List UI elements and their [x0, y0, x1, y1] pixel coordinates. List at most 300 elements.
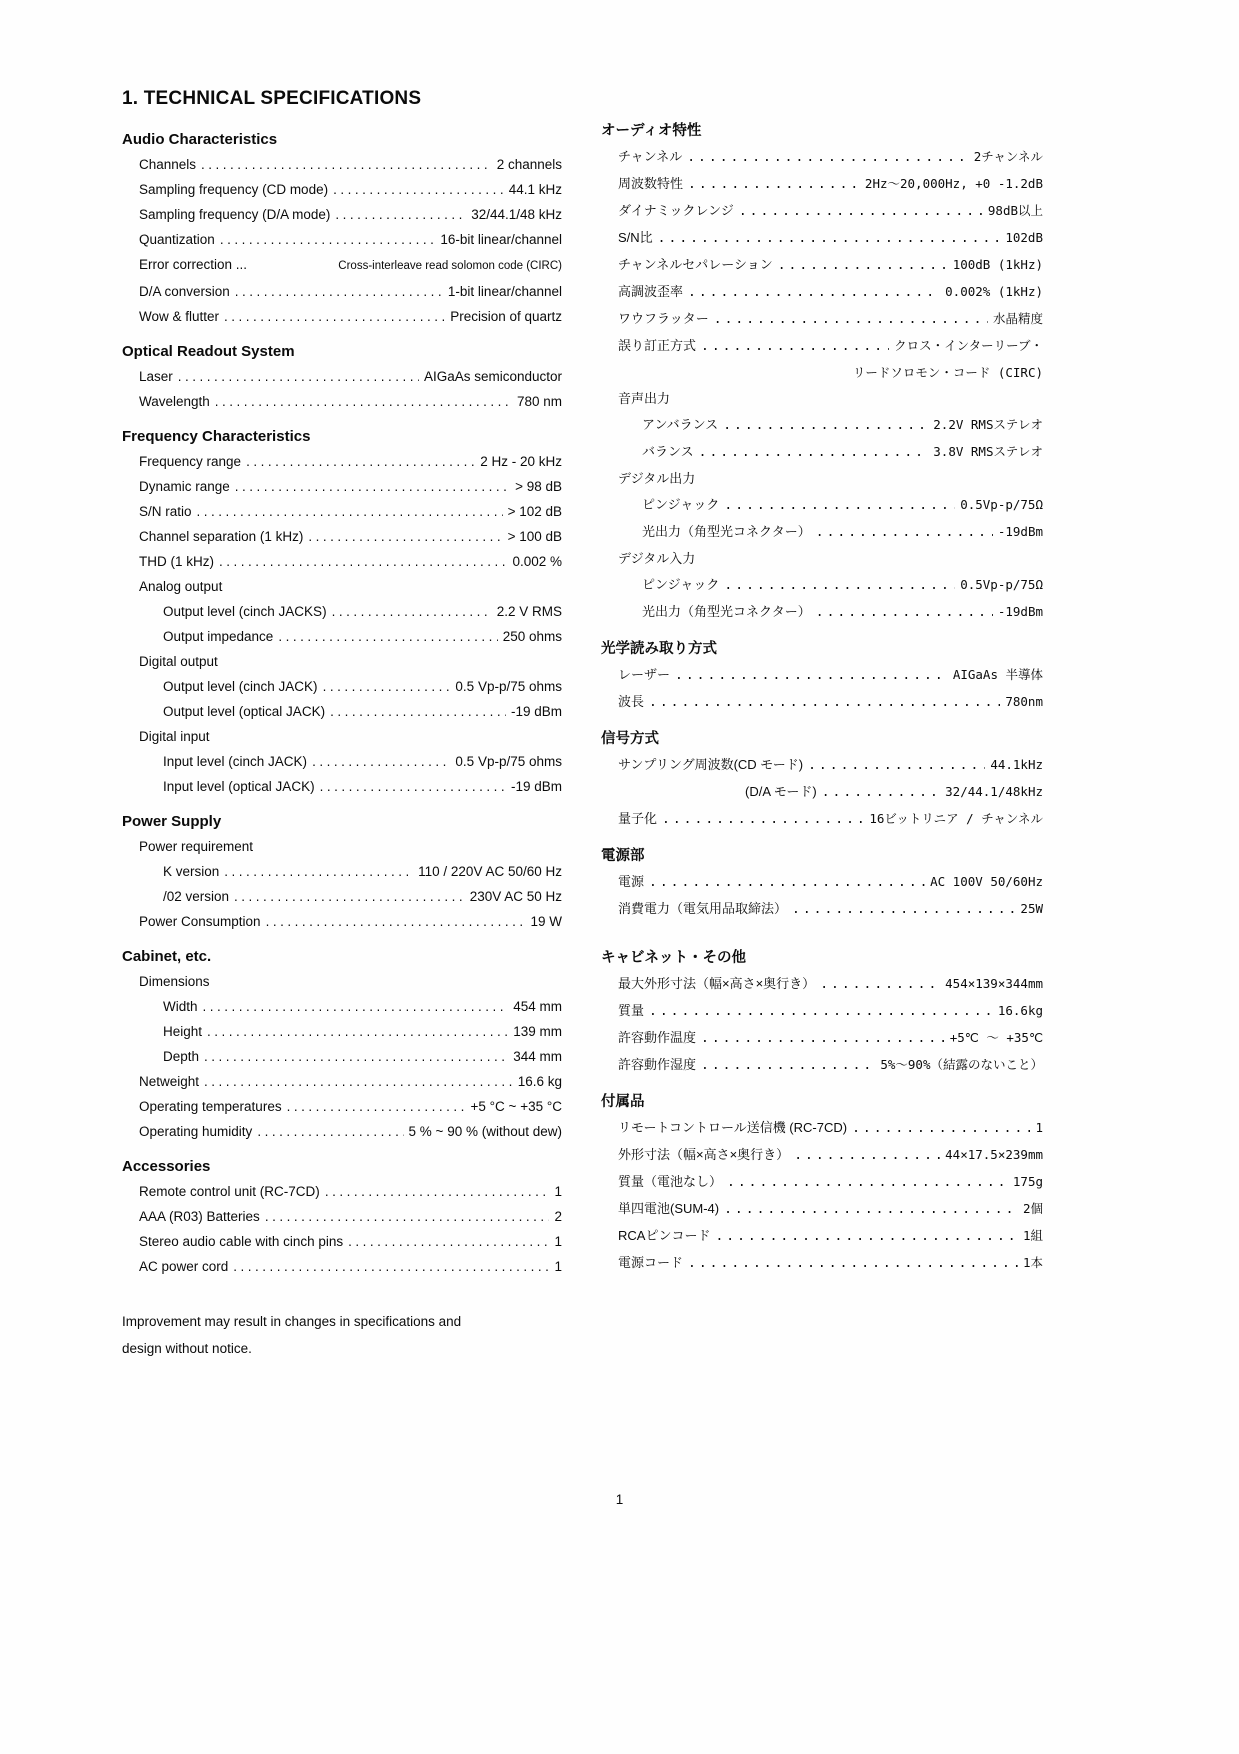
- spec-section: [601, 1089, 1043, 1277]
- spec-value: Precision of quartz: [450, 309, 562, 324]
- spec-section: [122, 944, 562, 1144]
- spec-label: Input level (optical JACK): [163, 779, 315, 794]
- spec-row: [601, 225, 1043, 252]
- spec-row: [601, 306, 1043, 333]
- spec-value: 454×139×344mm: [945, 976, 1043, 991]
- section-rows: [122, 834, 562, 934]
- spec-label: 消費電力（電気用品取締法）: [618, 901, 788, 916]
- spec-label: チャンネル: [618, 149, 683, 164]
- spec-label: Power Consumption: [139, 914, 261, 929]
- spec-subheading: [122, 724, 562, 749]
- dot-leader: [739, 198, 983, 225]
- spec-label: チャンネルセパレーション: [618, 257, 773, 272]
- dot-leader: [658, 225, 1001, 252]
- dot-leader: [246, 449, 475, 474]
- spec-value: 780 nm: [516, 394, 562, 409]
- spec-value: 0.002 %: [512, 554, 562, 569]
- spec-label: 高調波歪率: [618, 284, 684, 299]
- dot-leader: [688, 1250, 1018, 1277]
- spec-value: 44.1kHz: [990, 757, 1043, 772]
- spec-row: [122, 449, 562, 474]
- spec-value: 16-bit linear/channel: [440, 232, 562, 247]
- spec-label: Power requirement: [139, 839, 254, 854]
- page-title: 1. TECHNICAL SPECIFICATIONS: [122, 88, 422, 109]
- spec-label: Netweight: [139, 1074, 200, 1089]
- section-rows: [601, 752, 1043, 833]
- spec-value: 0.002% (1kHz): [945, 284, 1043, 299]
- spec-label: Operating humidity: [139, 1124, 253, 1139]
- dot-leader: [792, 896, 1015, 923]
- dot-leader: [816, 599, 993, 626]
- spec-label: 許容動作温度: [618, 1030, 697, 1045]
- spec-value: AC 100V 50/60Hz: [930, 874, 1043, 889]
- spec-label: Error correction ...: [139, 257, 248, 272]
- dot-leader: [714, 306, 988, 333]
- spec-value: > 100 dB: [507, 529, 562, 544]
- spec-row: [122, 1044, 562, 1069]
- section-heading: キャビネット・その他: [601, 950, 746, 966]
- spec-value: > 98 dB: [515, 479, 562, 494]
- section-heading: 信号方式: [601, 731, 659, 747]
- dot-leader: [688, 279, 940, 306]
- page-number: 1: [615, 1492, 624, 1507]
- spec-row: [122, 699, 562, 724]
- dot-leader: [332, 599, 492, 624]
- spec-row: [601, 806, 1043, 833]
- spec-row: [601, 1052, 1043, 1079]
- spec-row: [601, 1142, 1043, 1169]
- spec-label: K version: [163, 864, 220, 879]
- spec-value: 139 mm: [513, 1024, 562, 1039]
- spec-value: 0.5 Vp-p/75 ohms: [455, 679, 562, 694]
- section-rows: [122, 969, 562, 1144]
- spec-value: -19 dBm: [510, 779, 562, 794]
- spec-value: 25W: [1020, 901, 1043, 916]
- spec-value: +5℃ 〜 +35℃: [949, 1030, 1043, 1045]
- spec-label: Quantization: [139, 232, 215, 247]
- footer-note: [122, 1308, 577, 1362]
- spec-row: [122, 994, 562, 1019]
- spec-row: [601, 971, 1043, 998]
- spec-label: Input level (cinch JACK): [163, 754, 308, 769]
- section-rows: [601, 1115, 1043, 1277]
- section-rows: [122, 449, 562, 799]
- spec-value: 16.6 kg: [517, 1074, 562, 1089]
- dot-leader: [265, 1204, 550, 1229]
- spec-value: 32/44.1/48 kHz: [471, 207, 562, 222]
- dot-leader: [852, 1115, 1030, 1142]
- spec-row: [122, 599, 562, 624]
- spec-value: 250 ohms: [502, 629, 562, 644]
- spec-label: Wavelength: [139, 394, 210, 409]
- dot-leader: [649, 689, 1000, 716]
- spec-value: 175g: [1012, 1174, 1043, 1189]
- section-heading: 電源部: [601, 848, 645, 864]
- section-rows: [601, 869, 1043, 923]
- spec-row: [122, 884, 562, 909]
- spec-value: 1: [554, 1259, 562, 1274]
- spec-label: 電源コード: [618, 1255, 684, 1270]
- spec-label: S/N比: [618, 230, 653, 245]
- spec-row: [601, 1169, 1043, 1196]
- spec-row: [601, 896, 1043, 923]
- spec-label: /02 version: [163, 889, 230, 904]
- dot-leader: [701, 333, 889, 360]
- spec-label: Digital input: [139, 729, 210, 744]
- dot-leader: [822, 779, 940, 806]
- spec-label: Operating temperatures: [139, 1099, 282, 1114]
- spec-value: 水晶精度: [992, 311, 1043, 326]
- spec-label: 波長: [618, 694, 645, 709]
- spec-label: Remote control unit (RC-7CD): [139, 1184, 320, 1199]
- spec-value: 0.5Vp-p/75Ω: [960, 577, 1043, 592]
- spec-label: Output level (cinch JACK): [163, 679, 318, 694]
- dot-leader: [649, 869, 925, 896]
- spec-row: [122, 549, 562, 574]
- spec-value: -19dBm: [997, 604, 1043, 619]
- dot-leader: [687, 144, 968, 171]
- spec-label: 誤り訂正方式: [618, 338, 697, 353]
- section-rows: [601, 971, 1043, 1079]
- spec-row: [122, 177, 562, 202]
- section-rows: [601, 662, 1043, 716]
- spec-row: [122, 389, 562, 414]
- spec-row: [122, 1069, 562, 1094]
- dot-leader: [808, 752, 985, 779]
- spec-subheading: [122, 574, 562, 599]
- spec-label: Stereo audio cable with cinch pins: [139, 1234, 344, 1249]
- dot-leader: [724, 572, 955, 599]
- section-heading: オーディオ特性: [601, 123, 702, 139]
- spec-label: 外形寸法（幅×高さ×奥行き）: [618, 1147, 790, 1162]
- spec-section: [122, 1154, 562, 1279]
- spec-label: Channels: [139, 157, 197, 172]
- spec-value: 32/44.1/48kHz: [945, 784, 1043, 799]
- spec-label: AAA (R03) Batteries: [139, 1209, 260, 1224]
- dot-leader: [323, 674, 451, 699]
- spec-label: Analog output: [139, 579, 223, 594]
- spec-row: [601, 572, 1043, 599]
- dot-leader: [675, 662, 948, 689]
- section-heading: Optical Readout System: [122, 343, 295, 360]
- dot-leader: [287, 1094, 466, 1119]
- spec-section: [122, 809, 562, 934]
- spec-value: 2個: [1022, 1201, 1043, 1216]
- spec-label: Width: [163, 999, 198, 1014]
- spec-label: THD (1 kHz): [139, 554, 214, 569]
- spec-row: [601, 1115, 1043, 1142]
- dot-leader: [724, 492, 955, 519]
- spec-value: Cross-interleave read solomon code (CIRC): [338, 260, 562, 272]
- dot-leader: [207, 1019, 508, 1044]
- section-heading: Frequency Characteristics: [122, 428, 311, 445]
- section-rows: [601, 144, 1043, 626]
- dot-leader: [701, 1052, 875, 1079]
- spec-value: 2 channels: [496, 157, 562, 172]
- section-rows: [122, 364, 562, 414]
- spec-section: [601, 945, 1043, 1079]
- spec-section: [601, 843, 1043, 923]
- dot-leader: [308, 524, 502, 549]
- spec-value: 1: [554, 1234, 562, 1249]
- dot-leader: [688, 171, 860, 198]
- spec-row: [601, 144, 1043, 171]
- dot-leader: [235, 279, 443, 304]
- spec-value: 780nm: [1005, 694, 1043, 709]
- spec-label: 許容動作湿度: [618, 1057, 697, 1072]
- spec-row: [601, 412, 1043, 439]
- spec-row: [601, 998, 1043, 1025]
- dot-leader: [235, 474, 510, 499]
- section-heading: Cabinet, etc.: [122, 948, 212, 965]
- spec-label: サンプリング周波数(CD モード): [618, 757, 804, 772]
- dot-leader: [203, 994, 509, 1019]
- dot-leader: [312, 749, 450, 774]
- spec-value: 2チャンネル: [973, 149, 1043, 164]
- spec-value: 2Hz〜20,000Hz, +0 -1.2dB: [864, 176, 1043, 191]
- spec-value: AIGaAs 半導体: [952, 667, 1043, 682]
- spec-section: [601, 118, 1043, 626]
- dot-leader: [335, 202, 466, 227]
- spec-value: 3.8V RMSステレオ: [933, 444, 1043, 459]
- spec-row: [601, 662, 1043, 689]
- spec-row: [122, 1254, 562, 1279]
- spec-row: [122, 304, 562, 329]
- spec-row: [122, 1229, 562, 1254]
- spec-subheading: [122, 649, 562, 674]
- english-spec-column: [122, 127, 562, 1289]
- spec-label: 周波数特性: [618, 176, 684, 191]
- spec-row: [122, 859, 562, 884]
- spec-row: [601, 1196, 1043, 1223]
- spec-label: 音声出力: [618, 391, 671, 406]
- spec-label: D/A conversion: [139, 284, 230, 299]
- spec-value: 5%〜90%（結露のないこと）: [880, 1057, 1043, 1072]
- spec-row: [122, 474, 562, 499]
- spec-value: 1-bit linear/channel: [447, 284, 562, 299]
- spec-section: [122, 127, 562, 329]
- spec-label: 最大外形寸法（幅×高さ×奥行き）: [618, 976, 816, 991]
- spec-label: レーザー: [618, 667, 671, 682]
- spec-row: [601, 439, 1043, 466]
- spec-row: [601, 599, 1043, 626]
- spec-label: 光出力（角型光コネクター）: [642, 524, 811, 539]
- spec-value: +5 °C ~ +35 °C: [470, 1099, 562, 1114]
- dot-leader: [204, 1069, 513, 1094]
- spec-subheading: [122, 834, 562, 859]
- spec-section: [601, 726, 1043, 833]
- dot-leader: [233, 1254, 549, 1279]
- spec-value: 2 Hz - 20 kHz: [480, 454, 562, 469]
- spec-label: 質量（電池なし）: [618, 1174, 723, 1189]
- spec-label: Digital output: [139, 654, 218, 669]
- spec-row: [122, 1119, 562, 1144]
- spec-value: 110 / 220V AC 50/60 Hz: [418, 864, 562, 879]
- spec-row: [601, 360, 1043, 386]
- spec-section: [122, 339, 562, 414]
- spec-row: [122, 1019, 562, 1044]
- spec-value: 98dB以上: [987, 203, 1043, 218]
- spec-subheading: [601, 466, 1043, 492]
- spec-label: S/N ratio: [139, 504, 192, 519]
- section-rows: [122, 1179, 562, 1279]
- spec-row: [122, 499, 562, 524]
- dot-leader: [727, 1169, 1008, 1196]
- spec-row: [601, 492, 1043, 519]
- spec-row: [122, 909, 562, 934]
- dot-leader: [701, 1025, 945, 1052]
- japanese-spec-column: [601, 118, 1043, 1287]
- spec-label: ピンジャック: [642, 497, 720, 512]
- spec-label: 電源: [618, 874, 645, 889]
- spec-label: Depth: [163, 1049, 200, 1064]
- dot-leader: [266, 909, 526, 934]
- dot-leader: [215, 389, 512, 414]
- spec-subheading: [601, 546, 1043, 572]
- spec-row: [601, 869, 1043, 896]
- spec-label: Dynamic range: [139, 479, 230, 494]
- spec-value: 1: [554, 1184, 562, 1199]
- spec-value: 44.1 kHz: [508, 182, 562, 197]
- spec-label: Output level (cinch JACKS): [163, 604, 327, 619]
- spec-row: [122, 202, 562, 227]
- spec-value: 102dB: [1005, 230, 1043, 245]
- spec-label: (D/A モード): [745, 784, 817, 799]
- dot-leader: [220, 227, 436, 252]
- spec-section: [122, 424, 562, 799]
- spec-label: Height: [163, 1024, 203, 1039]
- dot-leader: [778, 252, 948, 279]
- dot-leader: [320, 774, 506, 799]
- spec-label: ダイナミックレンジ: [618, 203, 734, 218]
- spec-row: [122, 279, 562, 304]
- spec-label: Wow & flutter: [139, 309, 220, 324]
- dot-leader: [816, 519, 993, 546]
- spec-row: [122, 1094, 562, 1119]
- section-heading: Accessories: [122, 1158, 211, 1175]
- section-heading: 光学読み取り方式: [601, 641, 717, 657]
- spec-row: [601, 252, 1043, 279]
- dot-leader: [197, 499, 503, 524]
- dot-leader: [278, 624, 497, 649]
- spec-value: 0.5Vp-p/75Ω: [960, 497, 1043, 512]
- spec-label: Channel separation (1 kHz): [139, 529, 304, 544]
- spec-value: リードソロモン・コード (CIRC): [852, 365, 1043, 380]
- spec-row: [122, 364, 562, 389]
- dot-leader: [699, 439, 929, 466]
- spec-row: [601, 333, 1043, 360]
- spec-value: 19 W: [530, 914, 562, 929]
- spec-row: [601, 779, 1043, 806]
- spec-row: [122, 252, 562, 279]
- spec-label: AC power cord: [139, 1259, 229, 1274]
- spec-row: [601, 752, 1043, 779]
- spec-label: バランス: [642, 444, 694, 459]
- spec-row: [601, 1223, 1043, 1250]
- spec-label: RCAピンコード: [618, 1228, 711, 1243]
- spec-label: 光出力（角型光コネクター）: [642, 604, 811, 619]
- spec-label: アンバランス: [642, 417, 719, 432]
- spec-value: 1本: [1022, 1255, 1043, 1270]
- spec-label: リモートコントロール送信機 (RC-7CD): [618, 1120, 848, 1135]
- spec-label: Frequency range: [139, 454, 242, 469]
- spec-value: 16.6kg: [997, 1003, 1043, 1018]
- spec-row: [601, 519, 1043, 546]
- dot-leader: [649, 998, 993, 1025]
- spec-label: Output level (optical JACK): [163, 704, 326, 719]
- dot-leader: [724, 1196, 1018, 1223]
- dot-leader: [330, 699, 506, 724]
- dot-leader: [333, 177, 504, 202]
- spec-row: [122, 1204, 562, 1229]
- spec-value: 454 mm: [513, 999, 562, 1014]
- dot-leader: [257, 1119, 403, 1144]
- spec-value: -19 dBm: [510, 704, 562, 719]
- spec-value: 1: [1035, 1120, 1043, 1135]
- spec-label: 単四電池(SUM-4): [618, 1201, 720, 1216]
- section-heading: Power Supply: [122, 813, 222, 830]
- footer-note-line-2: design without notice.: [122, 1341, 252, 1356]
- dot-leader: [325, 1179, 550, 1204]
- spec-value: 100dB (1kHz): [952, 257, 1043, 272]
- spec-label: デジタル入力: [618, 551, 696, 566]
- spec-row: [122, 227, 562, 252]
- dot-leader: [348, 1229, 549, 1254]
- spec-value: 2.2 V RMS: [496, 604, 562, 619]
- dot-leader: [219, 549, 507, 574]
- spec-row: [122, 1179, 562, 1204]
- dot-leader: [234, 884, 465, 909]
- spec-label: デジタル出力: [618, 471, 696, 486]
- dot-leader: [204, 1044, 508, 1069]
- spec-label: ワウフラッター: [618, 311, 709, 326]
- section-rows: [122, 152, 562, 329]
- spec-row: [122, 674, 562, 699]
- spec-label: Sampling frequency (D/A mode): [139, 207, 331, 222]
- spec-value: 2.2V RMSステレオ: [933, 417, 1043, 432]
- spec-subheading: [601, 386, 1043, 412]
- spec-label: Dimensions: [139, 974, 210, 989]
- spec-row: [601, 171, 1043, 198]
- spec-value: AIGaAs semiconductor: [423, 369, 562, 384]
- spec-value: 5 % ~ 90 % (without dew): [408, 1124, 562, 1139]
- spec-label: Laser: [139, 369, 173, 384]
- spec-row: [122, 524, 562, 549]
- spec-value: 44×17.5×239mm: [945, 1147, 1043, 1162]
- dot-leader: [178, 364, 419, 389]
- dot-leader: [723, 412, 928, 439]
- spec-row: [122, 774, 562, 799]
- spec-value: 1組: [1022, 1228, 1043, 1243]
- spec-row: [122, 624, 562, 649]
- spec-label: Sampling frequency (CD mode): [139, 182, 329, 197]
- spec-row: [601, 1025, 1043, 1052]
- spec-value: 2: [554, 1209, 562, 1224]
- spec-value: > 102 dB: [507, 504, 562, 519]
- section-heading: Audio Characteristics: [122, 131, 278, 148]
- spec-value: クロス・インターリーブ・: [894, 338, 1043, 353]
- spec-value: 344 mm: [513, 1049, 562, 1064]
- spec-label: Output impedance: [163, 629, 274, 644]
- spec-row: [601, 689, 1043, 716]
- section-heading: 付属品: [601, 1094, 645, 1110]
- spec-value: 230V AC 50 Hz: [469, 889, 562, 904]
- dot-leader: [201, 152, 492, 177]
- spec-subheading: [122, 969, 562, 994]
- spec-label: 質量: [618, 1003, 645, 1018]
- spec-value: 0.5 Vp-p/75 ohms: [455, 754, 562, 769]
- dot-leader: [820, 971, 940, 998]
